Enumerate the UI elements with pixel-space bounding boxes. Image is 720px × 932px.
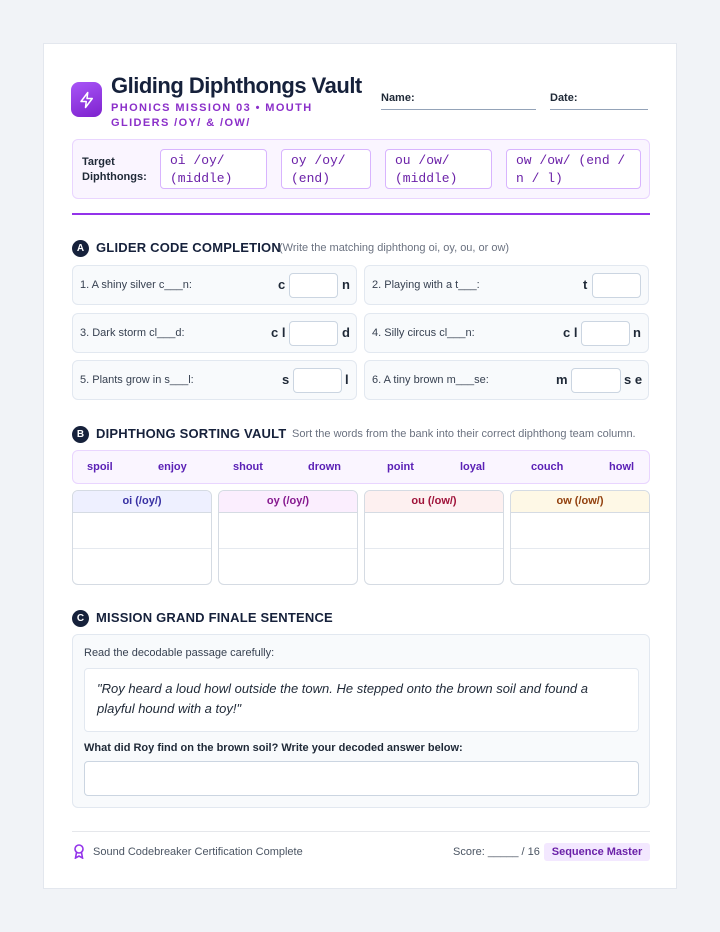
bank-word[interactable]: shout — [233, 461, 263, 473]
item-prefix: c l — [271, 325, 286, 340]
section-b-title: DIPHTHONG SORTING VAULT — [96, 426, 287, 441]
target-diphthongs-panel — [72, 139, 650, 199]
sort-column-oi — [72, 490, 212, 585]
item-prefix: c — [278, 277, 286, 292]
item-prefix: s — [282, 372, 290, 387]
diphthong-chip: ou /ow/ (middle) — [385, 149, 492, 189]
completion-item — [72, 265, 357, 305]
column-header: oi (/oy/) — [73, 491, 211, 513]
page-title: Gliding Diphthongs Vault — [111, 73, 362, 98]
award-ribbon-icon — [73, 844, 85, 864]
bank-word[interactable]: loyal — [460, 461, 486, 473]
completion-item — [364, 313, 649, 353]
sort-column-oy — [218, 490, 358, 585]
item-prompt: 2. Playing with a t___: — [372, 279, 480, 291]
section-a-title: GLIDER CODE COMPLETION — [96, 240, 281, 255]
item-prompt: 1. A shiny silver c___n: — [80, 279, 192, 291]
worksheet — [43, 43, 677, 889]
sort-slot[interactable] — [365, 513, 503, 549]
item-suffix: n — [342, 277, 350, 292]
completion-item — [364, 265, 649, 305]
section-c-badge: C — [72, 610, 89, 627]
column-header: ou (/ow/) — [365, 491, 503, 513]
sort-column-ow — [510, 490, 650, 585]
item-prefix: t — [583, 277, 588, 292]
item-suffix: s e — [624, 372, 643, 387]
bank-word[interactable]: drown — [308, 461, 341, 473]
status-badge: Sequence Master — [544, 843, 650, 861]
word-bank — [72, 450, 650, 484]
item-prompt: 6. A tiny brown m___se: — [372, 374, 489, 386]
certification-text: Sound Codebreaker Certification Complete — [93, 846, 303, 858]
date-field[interactable] — [550, 109, 648, 110]
finale-panel — [72, 634, 650, 808]
bank-word[interactable]: couch — [531, 461, 564, 473]
header-divider — [72, 213, 650, 215]
item-suffix: d — [342, 325, 350, 340]
answer-box[interactable] — [581, 321, 630, 346]
sort-slot[interactable] — [73, 513, 211, 549]
section-a-note: (Write the matching diphthong oi, oy, ou, or ow) — [279, 242, 510, 254]
diphthong-chip: ow /ow/ (end / n / l) — [506, 149, 641, 189]
bank-word[interactable]: enjoy — [158, 461, 187, 473]
name-field[interactable] — [381, 109, 536, 110]
sort-slot[interactable] — [365, 549, 503, 585]
score-line: Score: _____ / 16 — [453, 846, 540, 858]
bank-word[interactable]: spoil — [87, 461, 113, 473]
answer-box[interactable] — [592, 273, 641, 298]
sort-slot[interactable] — [511, 549, 649, 585]
item-suffix: n — [633, 325, 641, 340]
answer-box[interactable] — [571, 368, 621, 393]
completion-item — [72, 313, 357, 353]
item-prompt: 3. Dark storm cl___d: — [80, 327, 185, 339]
section-a-badge: A — [72, 240, 89, 257]
date-label: Date: — [550, 92, 578, 104]
section-c-title: MISSION GRAND FINALE SENTENCE — [96, 610, 333, 625]
completion-item — [72, 360, 357, 400]
bank-word[interactable]: point — [387, 461, 414, 473]
answer-field[interactable] — [84, 761, 639, 796]
sort-slot[interactable] — [511, 513, 649, 549]
answer-box[interactable] — [289, 321, 338, 346]
item-prompt: 5. Plants grow in s___l: — [80, 374, 194, 386]
sort-column-ou — [364, 490, 504, 585]
section-b-badge: B — [72, 426, 89, 443]
item-prompt: 4. Silly circus cl___n: — [372, 327, 475, 339]
column-header: oy (/oy/) — [219, 491, 357, 513]
column-header: ow (/ow/) — [511, 491, 649, 513]
footer-divider — [72, 831, 650, 832]
target-label: Target Diphthongs: — [82, 156, 147, 183]
answer-box[interactable] — [289, 273, 338, 298]
item-prefix: m — [556, 372, 568, 387]
item-suffix: l — [345, 372, 349, 387]
completion-item — [364, 360, 649, 400]
sort-slot[interactable] — [219, 549, 357, 585]
answer-box[interactable] — [293, 368, 342, 393]
page-subtitle: PHONICS MISSION 03 • MOUTH GLIDERS /OY/ & /OW/ — [111, 102, 313, 129]
bank-word[interactable]: howl — [609, 461, 635, 473]
name-label: Name: — [381, 92, 415, 104]
comprehension-question: What did Roy find on the brown soil? Write your decoded answer below: — [84, 742, 463, 754]
finale-intro: Read the decodable passage carefully: — [84, 647, 275, 659]
sort-slot[interactable] — [219, 513, 357, 549]
sort-slot[interactable] — [73, 549, 211, 585]
lightning-bolt-icon — [71, 82, 102, 117]
diphthong-chip: oy /oy/ (end) — [281, 149, 371, 189]
diphthong-chip: oi /oy/ (middle) — [160, 149, 267, 189]
section-b-note: Sort the words from the bank into their correct diphthong team column. — [292, 428, 636, 440]
item-prefix: c l — [563, 325, 578, 340]
decodable-passage: "Roy heard a loud howl outside the town. He stepped onto the brown soil and found a playful hound with a toy!" — [84, 668, 639, 732]
